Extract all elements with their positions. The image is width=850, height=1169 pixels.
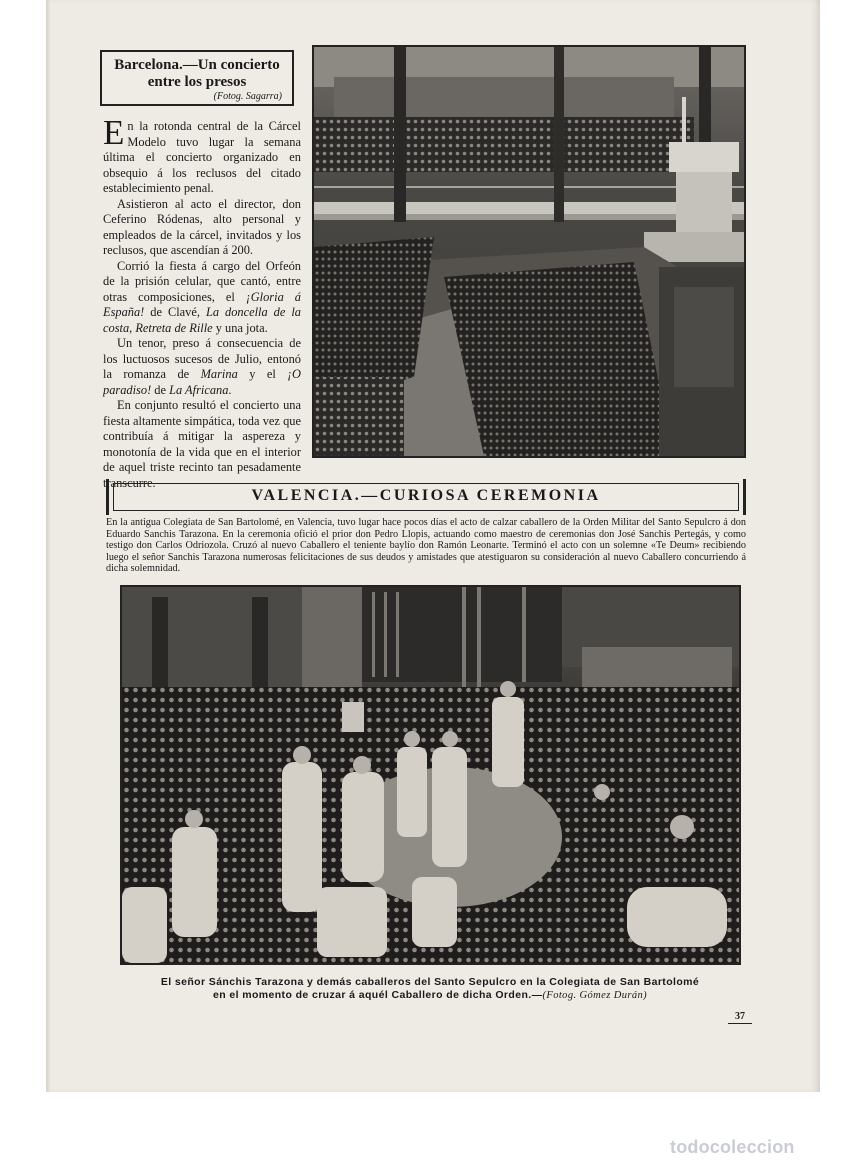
- p4-text-b: y el: [237, 367, 288, 381]
- caption-line-1: El señor Sánchis Tarazona y demás caballeros del Santo Sepulcro en la Colegiata de San Bartolomé: [160, 976, 700, 988]
- caption-line-2: [120, 989, 740, 1002]
- barcelona-photo-credit: (Fotog. Sagarra): [213, 91, 282, 102]
- barcelona-paragraph-4: [103, 336, 301, 398]
- prison-concert-photo: [312, 45, 746, 458]
- valencia-article: En la antigua Colegiata de San Bartolomé, en Valencia, tuvo lugar hace pocos días el acto de calzar caballero de la Orden Militar del Santo Sepulcro á don Eduardo Sanchis Tarazona. En la ceremonia ofició el prior don Pedro Llopis, actuando como maestro de ceremonias don José Sanchis Pertegás, y como testigo don Carlos Odriozola. Cruzó al nuevo Caballero el teniente baylío don Ramón Leonarte. Terminó el acto con un solemne «Te Deum» recibiendo luego el señor Sanchis Tarazona numerosas felicitaciones de sus deudos y amistades que atestiguaron su consideración al nuevo Caballero concurriendo á dicha solemnidad.: [106, 517, 746, 574]
- drop-cap: E: [103, 113, 125, 152]
- p3-text-a: Corrió la fiesta á cargo del Orfeón de la prisión celular, que cantó, entre otras composiciones, el: [103, 258, 301, 304]
- p3-text-c: y una jota.: [212, 320, 268, 335]
- p4-title-3: La Africana: [169, 382, 229, 397]
- p4-title-2: ¡O paradiso!: [103, 367, 301, 397]
- p4-title-1: Marina: [200, 367, 238, 381]
- barcelona-paragraph-3: [103, 259, 301, 337]
- caption-photo-credit: (Fotog. Gómez Durán): [542, 990, 648, 1001]
- barcelona-paragraph-1: [103, 113, 301, 197]
- p3-title-1: ¡Gloria á España!: [103, 289, 301, 319]
- barcelona-headline-line1: Barcelona.—Un concierto: [114, 57, 280, 73]
- p3-title-2: La doncella de la costa, Retreta de Rille: [103, 305, 301, 335]
- p3-text-b: de Clavé,: [144, 305, 206, 319]
- ceremony-caption: [120, 976, 740, 1002]
- barcelona-paragraph-5: En conjunto resultó el concierto una fiesta altamente simpática, toda vez que contribuía á mitigar la aspereza y monotonía de la vida que en el interior de aquel triste recinto tan pesadamente transcurre.: [103, 398, 301, 490]
- barcelona-paragraph-2: Asistieron al acto el director, don Ceferino Ródenas, alto personal y empleados de la cárcel, invitados y los reclusos, que ascendían á 200.: [103, 196, 301, 257]
- barcelona-article: [103, 113, 301, 491]
- barcelona-p1-text: n la rotonda central de la Cárcel Modelo tuvo lugar la semana última el concierto organizado en obsequio á los reclusos del citado establecimiento penal.: [103, 119, 301, 195]
- p4-text-a: Un tenor, preso á consecuencia de los luctuosos sucesos de Julio, entonó la romanza de: [103, 336, 301, 381]
- p4-text-d: .: [228, 382, 232, 397]
- barcelona-headline-line2: entre los presos: [147, 74, 247, 90]
- ceremony-photo: [120, 585, 741, 965]
- valencia-banner-title: VALENCIA.—CURIOSA CEREMONIA: [113, 483, 739, 511]
- valencia-banner: [106, 479, 746, 515]
- p4-text-c: de: [151, 382, 170, 397]
- page-number: 37: [728, 1010, 752, 1024]
- barcelona-headline-box: [100, 50, 294, 106]
- watermark-logo: todocoleccion: [670, 1137, 795, 1157]
- caption-line-2-text: en el momento de cruzar á aquél Caballero de dicha Orden.—: [212, 989, 543, 1001]
